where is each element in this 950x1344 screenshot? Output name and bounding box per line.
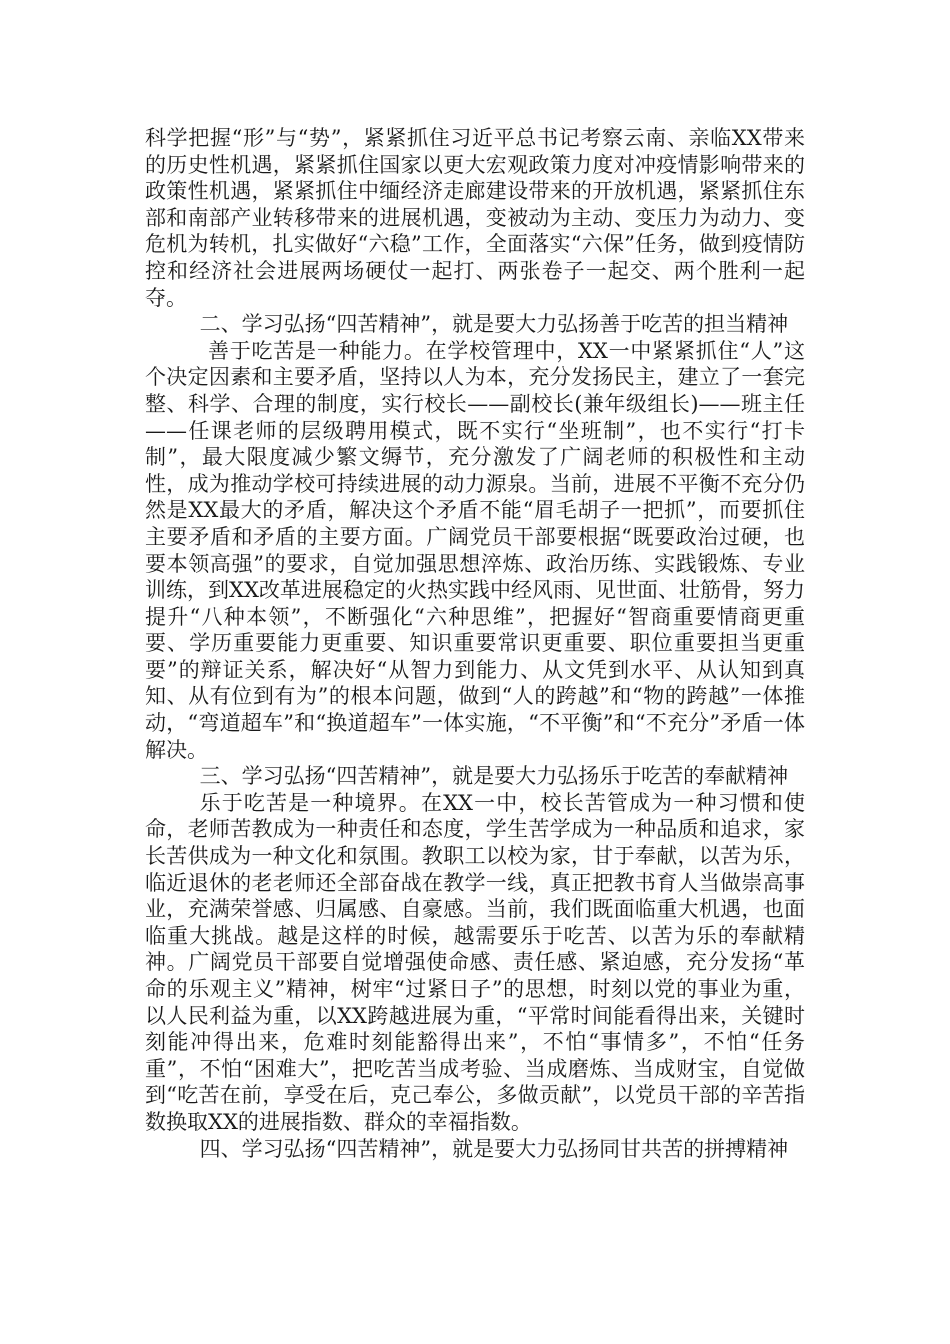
section-heading-2: 二、学习弘扬“四苦精神”，就是要大力弘扬善于吃苦的担当精神 bbox=[199, 312, 789, 337]
paragraph-continued-intro: 科学把握“形”与“势”，紧紧抓住习近平总书记考察云南、亲临XX带来的历史性机遇，紧紧抓住国家以更大宏观政策力度对冲疫情影响带来的政策性机遇，紧紧抓住中缅经济走廊建设带来的开放机遇，紧紧抓住东部和南部产业转移带来的进展机遇，变被动为主动、变压力为动力、变危机为转机，扎实做好“六稳”工作，全面落实“六保”任务，做到疫情防控和经济社会进展两场硬仗一起打、两张卷子一起交、两个胜利一起夺。 bbox=[145, 126, 805, 310]
paragraph-section-3: 乐于吃苦是一种境界。在XX一中，校长苦管成为一种习惯和使命，老师苦教成为一种责任和态度，学生苦学成为一种品质和追求，家长苦供成为一种文化和氛围。教职工以校为家，甘于奉献，以苦为乐，临近退休的老老师还全部奋战在教学一线，真正把教书育人当做崇高事业，充满荣誉感、归属感、自豪感。当前，我们既面临重大机遇，也面临重大挑战。越是这样的时候，越需要乐于吃苦、以苦为乐的奉献精神。广阔党员干部要自觉增强使命感、责任感、紧迫感，充分发扬“革命的乐观主义”精神，树牢“过紧日子”的思想，时刻以党的事业为重，以人民利益为重，以XX跨越进展为重，“平常时间能看得出来，关键时刻能冲得出来，危难时刻能豁得出来”，不怕“事情多”，不怕“任务重”，不怕“困难大”，把吃苦当成考验、当成磨炼、当成财宝，自觉做到“吃苦在前，享受在后，克己奉公，多做贡献”，以党员干部的辛苦指数换取XX的进展指数、群众的幸福指数。 bbox=[145, 790, 805, 1134]
section-heading-3: 三、学习弘扬“四苦精神”，就是要大力弘扬乐于吃苦的奉献精神 bbox=[199, 764, 789, 789]
paragraph-section-2: 善于吃苦是一种能力。在学校管理中，XX一中紧紧抓住“人”这个决定因素和主要矛盾，坚持以人为本，充分发扬民主，建立了一套完整、科学、合理的制度，实行校长——副校长(兼年级组长)——班主任——任课老师的层级聘用模式，既不实行“坐班制”，也不实行“打卡制”，最大限度减少繁文缛节，充分激发了广阔老师的积极性和主动性，成为推动学校可持续进展的动力源泉。当前，进展不平衡不充分仍然是XX最大的矛盾，解决这个矛盾不能“眉毛胡子一把抓”，而要抓住主要矛盾和矛盾的主要方面。广阔党员干部要根据“既要政治过硬，也要本领高强”的要求，自觉加强思想淬炼、政治历练、实践锻炼、专业训练，到XX改革进展稳定的火热实践中经风雨、见世面、壮筋骨，努力提升“八种本领”，不断强化“六种思维”，把握好“智商重要情商更重要、学历重要能力更重要、知识重要常识更重要、职位重要担当更重要”的辩证关系，解决好“从智力到能力、从文凭到水平、从认知到真知、从有位到有为”的根本问题，做到“人的跨越”和“物的跨越”一体推动，“弯道超车”和“换道超车”一体实施，“不平衡”和“不充分”矛盾一体解决。 bbox=[145, 338, 805, 762]
document-page bbox=[145, 125, 805, 1162]
section-heading-4: 四、学习弘扬“四苦精神”，就是要大力弘扬同甘共苦的拼搏精神 bbox=[199, 1136, 789, 1161]
